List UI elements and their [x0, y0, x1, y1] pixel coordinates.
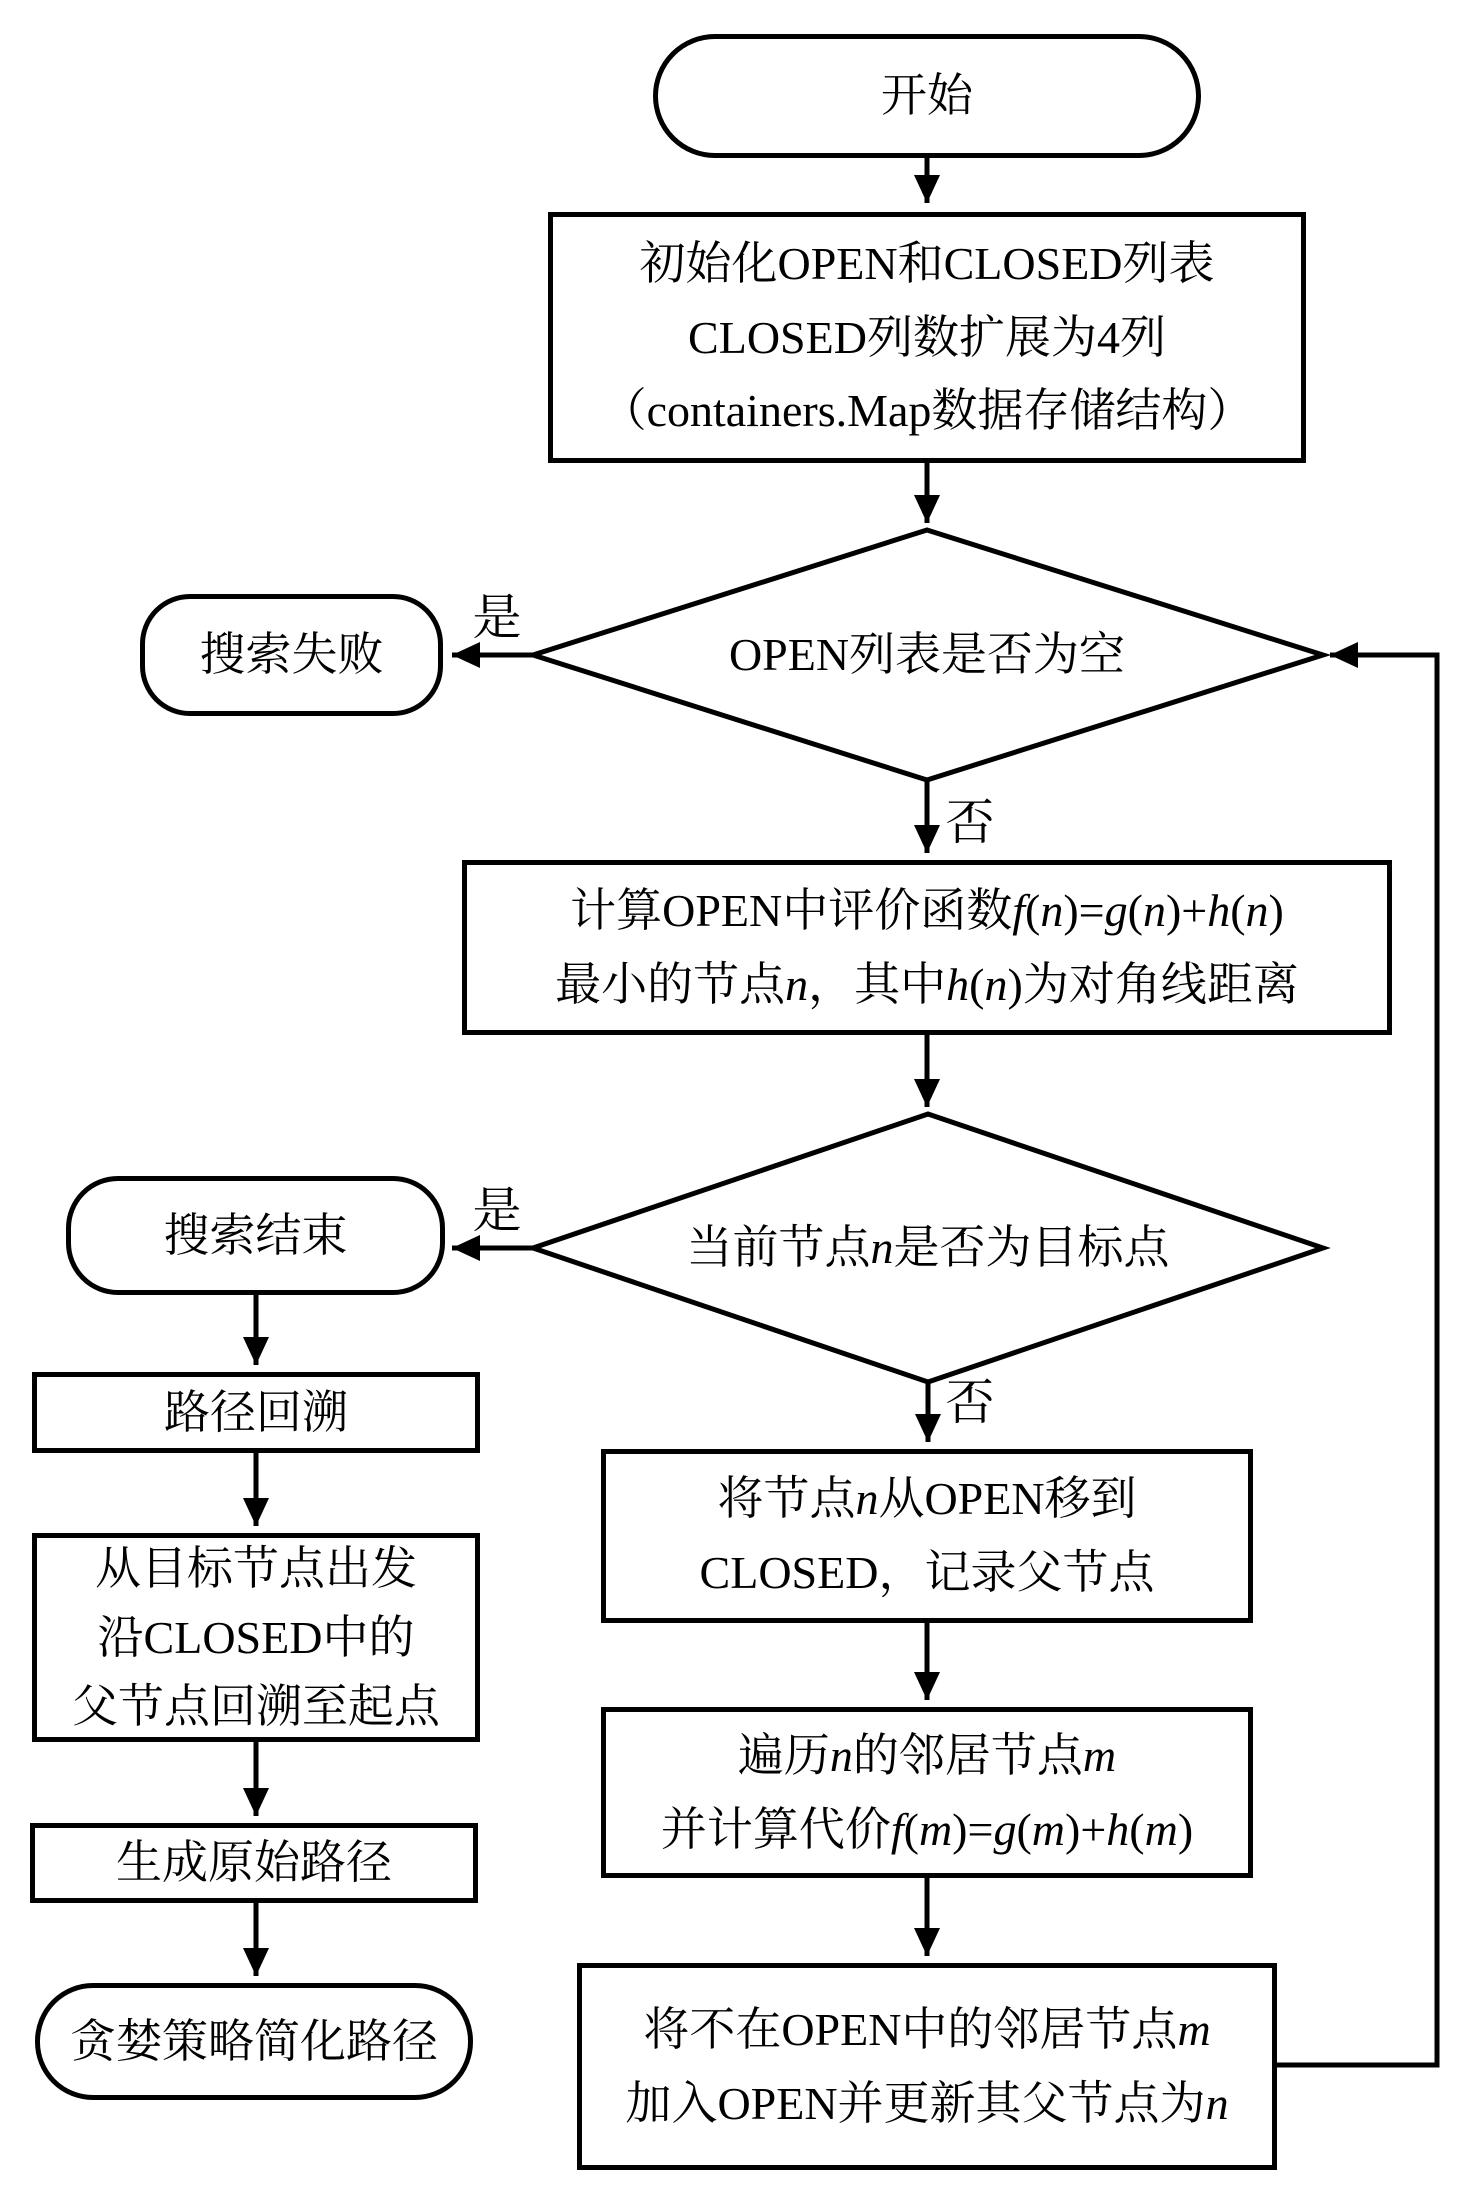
add-neighbors-to-open-process: 将不在OPEN中的邻居节点m 加入OPEN并更新其父节点为n [577, 1963, 1277, 2170]
start-terminator: 开始 [653, 34, 1201, 158]
search-end-terminator: 搜索结束 [66, 1176, 445, 1295]
calc-min-f-process: 计算OPEN中评价函数f(n)=g(n)+h(n) 最小的节点n，其中h(n)为对角线距离 [462, 860, 1392, 1035]
move-node-to-closed-process: 将节点n从OPEN移到 CLOSED，记录父节点 [601, 1449, 1253, 1623]
greedy-simplify-terminator: 贪婪策略简化路径 [35, 1983, 473, 2100]
decision-open-empty-text: OPEN列表是否为空 [728, 629, 1126, 681]
label-yes-open-empty: 是 [472, 589, 522, 645]
label-no-is-goal: 否 [945, 1374, 995, 1430]
path-backtrack-process: 路径回溯 [32, 1372, 480, 1453]
generate-raw-path-process: 生成原始路径 [30, 1823, 478, 1903]
label-yes-is-goal: 是 [472, 1182, 522, 1238]
backtrack-from-goal-process: 从目标节点出发 沿CLOSED中的 父节点回溯至起点 [32, 1533, 480, 1742]
init-open-closed-process: 初始化OPEN和CLOSED列表 CLOSED列数扩展为4列 （containers.Map数据存储结构） [548, 212, 1306, 463]
label-no-open-empty: 否 [945, 794, 995, 850]
search-fail-terminator: 搜索失败 [140, 594, 443, 716]
traverse-neighbors-process: 遍历n的邻居节点m 并计算代价f(m)=g(m)+h(m) [601, 1707, 1253, 1878]
decision-is-goal-text: 当前节点n是否为目标点 [686, 1222, 1170, 1274]
